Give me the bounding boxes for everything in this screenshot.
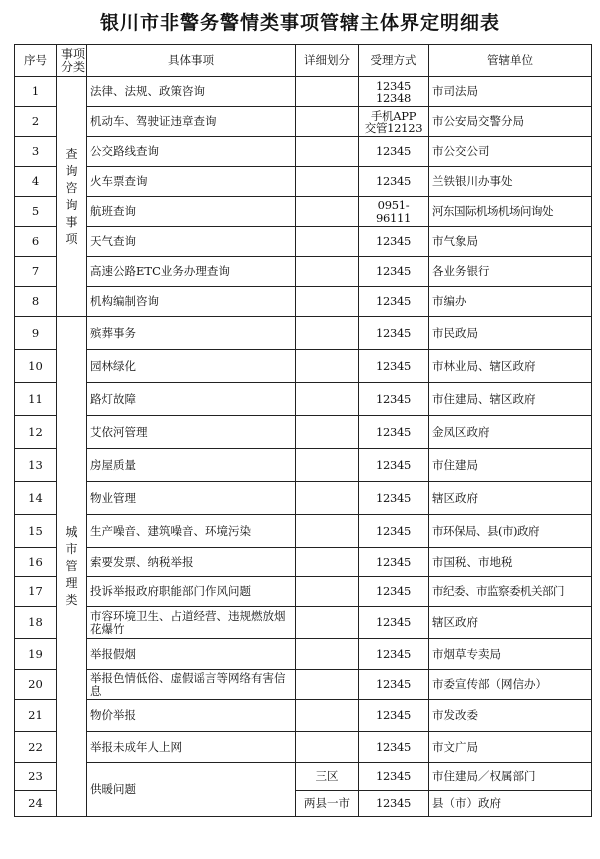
detail-cell — [296, 548, 359, 577]
table-row — [15, 670, 592, 700]
table-row — [15, 77, 592, 107]
method-cell: 12345 — [359, 548, 429, 577]
detail-cell — [296, 257, 359, 287]
item-cell: 园林绿化 — [87, 350, 296, 383]
item-cell: 房屋质量 — [87, 449, 296, 482]
seq-cell: 17 — [15, 577, 57, 607]
seq-cell: 24 — [15, 791, 57, 817]
detail-cell — [296, 732, 359, 763]
table-row — [15, 548, 592, 577]
unit-cell: 市住建局、辖区政府 — [429, 383, 592, 416]
detail-cell — [296, 449, 359, 482]
item-cell: 市容环境卫生、占道经营、违规燃放烟花爆竹 — [87, 607, 296, 639]
detail-cell — [296, 227, 359, 257]
item-cell: 供暖问题 — [87, 763, 296, 817]
table-row — [15, 639, 592, 670]
table-row — [15, 197, 592, 227]
detail-cell — [296, 577, 359, 607]
unit-cell: 市民政局 — [429, 317, 592, 350]
seq-cell: 11 — [15, 383, 57, 416]
unit-cell: 辖区政府 — [429, 607, 592, 639]
item-cell: 举报未成年人上网 — [87, 732, 296, 763]
unit-cell: 市委宣传部（网信办） — [429, 670, 592, 700]
seq-cell: 7 — [15, 257, 57, 287]
header-item: 具体事项 — [87, 45, 296, 77]
item-cell: 举报色情低俗、虚假谣言等网络有害信息 — [87, 670, 296, 700]
table-row — [15, 350, 592, 383]
seq-cell: 18 — [15, 607, 57, 639]
item-cell: 法律、法规、政策咨询 — [87, 77, 296, 107]
item-cell: 物业管理 — [87, 482, 296, 515]
item-cell: 火车票查询 — [87, 167, 296, 197]
method-cell: 0951-96111 — [359, 197, 429, 227]
jurisdiction-table — [14, 44, 592, 817]
method-cell: 12345 — [359, 482, 429, 515]
category-cell-query — [57, 77, 87, 317]
table-row — [15, 257, 592, 287]
method-cell: 12345 — [359, 317, 429, 350]
seq-cell: 15 — [15, 515, 57, 548]
unit-cell: 市公安局交警分局 — [429, 107, 592, 137]
header-unit: 管辖单位 — [429, 45, 592, 77]
unit-cell: 市林业局、辖区政府 — [429, 350, 592, 383]
seq-cell: 4 — [15, 167, 57, 197]
seq-cell: 13 — [15, 449, 57, 482]
table-row — [15, 577, 592, 607]
seq-cell: 20 — [15, 670, 57, 700]
unit-cell: 市住建局 — [429, 449, 592, 482]
detail-cell — [296, 350, 359, 383]
method-cell: 12345 — [359, 350, 429, 383]
unit-cell: 金凤区政府 — [429, 416, 592, 449]
method-cell: 12345 12348 — [359, 77, 429, 107]
method-cell: 12345 — [359, 383, 429, 416]
method-cell: 12345 — [359, 670, 429, 700]
item-cell: 路灯故障 — [87, 383, 296, 416]
seq-cell: 23 — [15, 763, 57, 791]
method-cell: 12345 — [359, 449, 429, 482]
table-row — [15, 515, 592, 548]
table-row — [15, 607, 592, 639]
seq-cell: 10 — [15, 350, 57, 383]
method-cell: 12345 — [359, 639, 429, 670]
method-cell: 12345 — [359, 287, 429, 317]
method-cell: 手机APP 交管12123 — [359, 107, 429, 137]
table-row — [15, 287, 592, 317]
unit-cell: 市司法局 — [429, 77, 592, 107]
method-cell: 12345 — [359, 700, 429, 732]
item-cell: 机动车、驾驶证违章查询 — [87, 107, 296, 137]
detail-cell — [296, 482, 359, 515]
table-row — [15, 167, 592, 197]
seq-cell: 2 — [15, 107, 57, 137]
item-cell: 物价举报 — [87, 700, 296, 732]
table-row — [15, 137, 592, 167]
detail-cell: 两县一市 — [296, 791, 359, 817]
table-row — [15, 227, 592, 257]
detail-cell — [296, 77, 359, 107]
table-row — [15, 317, 592, 350]
item-cell: 生产噪音、建筑噪音、环境污染 — [87, 515, 296, 548]
category-label: 城市管理类 — [65, 525, 78, 607]
item-cell: 公交路线查询 — [87, 137, 296, 167]
seq-cell: 22 — [15, 732, 57, 763]
detail-cell — [296, 515, 359, 548]
unit-cell: 市烟草专卖局 — [429, 639, 592, 670]
method-cell: 12345 — [359, 227, 429, 257]
item-cell: 天气查询 — [87, 227, 296, 257]
unit-cell: 市编办 — [429, 287, 592, 317]
item-cell: 机构编制咨询 — [87, 287, 296, 317]
detail-cell — [296, 197, 359, 227]
category-label: 查询咨询事项 — [65, 146, 78, 246]
unit-cell: 市住建局／权属部门 — [429, 763, 592, 791]
detail-cell — [296, 416, 359, 449]
table-header-row — [15, 45, 592, 77]
detail-cell — [296, 607, 359, 639]
unit-cell: 河东国际机场机场问询处 — [429, 197, 592, 227]
method-cell: 12345 — [359, 577, 429, 607]
unit-cell: 市纪委、市监察委机关部门 — [429, 577, 592, 607]
item-cell: 航班查询 — [87, 197, 296, 227]
seq-cell: 12 — [15, 416, 57, 449]
seq-cell: 5 — [15, 197, 57, 227]
method-cell: 12345 — [359, 607, 429, 639]
unit-cell: 市公交公司 — [429, 137, 592, 167]
table-row — [15, 383, 592, 416]
seq-cell: 9 — [15, 317, 57, 350]
table-row — [15, 700, 592, 732]
header-category: 事项分类 — [57, 45, 87, 77]
unit-cell: 市文广局 — [429, 732, 592, 763]
item-cell: 投诉举报政府职能部门作风问题 — [87, 577, 296, 607]
method-cell: 12345 — [359, 515, 429, 548]
item-cell: 艾依河管理 — [87, 416, 296, 449]
unit-cell: 市气象局 — [429, 227, 592, 257]
method-cell: 12345 — [359, 137, 429, 167]
seq-cell: 21 — [15, 700, 57, 732]
unit-cell: 县（市）政府 — [429, 791, 592, 817]
unit-cell: 市国税、市地税 — [429, 548, 592, 577]
detail-cell — [296, 383, 359, 416]
table-row — [15, 449, 592, 482]
item-cell: 举报假烟 — [87, 639, 296, 670]
detail-cell — [296, 670, 359, 700]
detail-cell — [296, 287, 359, 317]
table-row — [15, 763, 592, 791]
unit-cell: 各业务银行 — [429, 257, 592, 287]
header-seq: 序号 — [15, 45, 57, 77]
unit-cell: 市环保局、县(市)政府 — [429, 515, 592, 548]
method-cell: 12345 — [359, 732, 429, 763]
method-cell: 12345 — [359, 763, 429, 791]
unit-cell: 辖区政府 — [429, 482, 592, 515]
detail-cell — [296, 137, 359, 167]
seq-cell: 16 — [15, 548, 57, 577]
seq-cell: 1 — [15, 77, 57, 107]
item-cell: 索要发票、纳税举报 — [87, 548, 296, 577]
detail-cell — [296, 107, 359, 137]
category-cell-city — [57, 317, 87, 817]
table-row — [15, 107, 592, 137]
document-title: 银川市非警务警情类事项管辖主体界定明细表 — [99, 12, 500, 34]
method-cell: 12345 — [359, 416, 429, 449]
method-cell: 12345 — [359, 167, 429, 197]
seq-cell: 14 — [15, 482, 57, 515]
detail-cell — [296, 700, 359, 732]
unit-cell: 市发改委 — [429, 700, 592, 732]
table-row — [15, 416, 592, 449]
seq-cell: 8 — [15, 287, 57, 317]
seq-cell: 3 — [15, 137, 57, 167]
detail-cell — [296, 317, 359, 350]
header-detail: 详细划分 — [296, 45, 359, 77]
detail-cell: 三区 — [296, 763, 359, 791]
detail-cell — [296, 639, 359, 670]
header-method: 受理方式 — [359, 45, 429, 77]
method-cell: 12345 — [359, 791, 429, 817]
item-cell: 高速公路ETC业务办理查询 — [87, 257, 296, 287]
table-row — [15, 482, 592, 515]
detail-cell — [296, 167, 359, 197]
seq-cell: 19 — [15, 639, 57, 670]
table-row — [15, 732, 592, 763]
unit-cell: 兰铁银川办事处 — [429, 167, 592, 197]
method-cell: 12345 — [359, 257, 429, 287]
item-cell: 殡葬事务 — [87, 317, 296, 350]
seq-cell: 6 — [15, 227, 57, 257]
